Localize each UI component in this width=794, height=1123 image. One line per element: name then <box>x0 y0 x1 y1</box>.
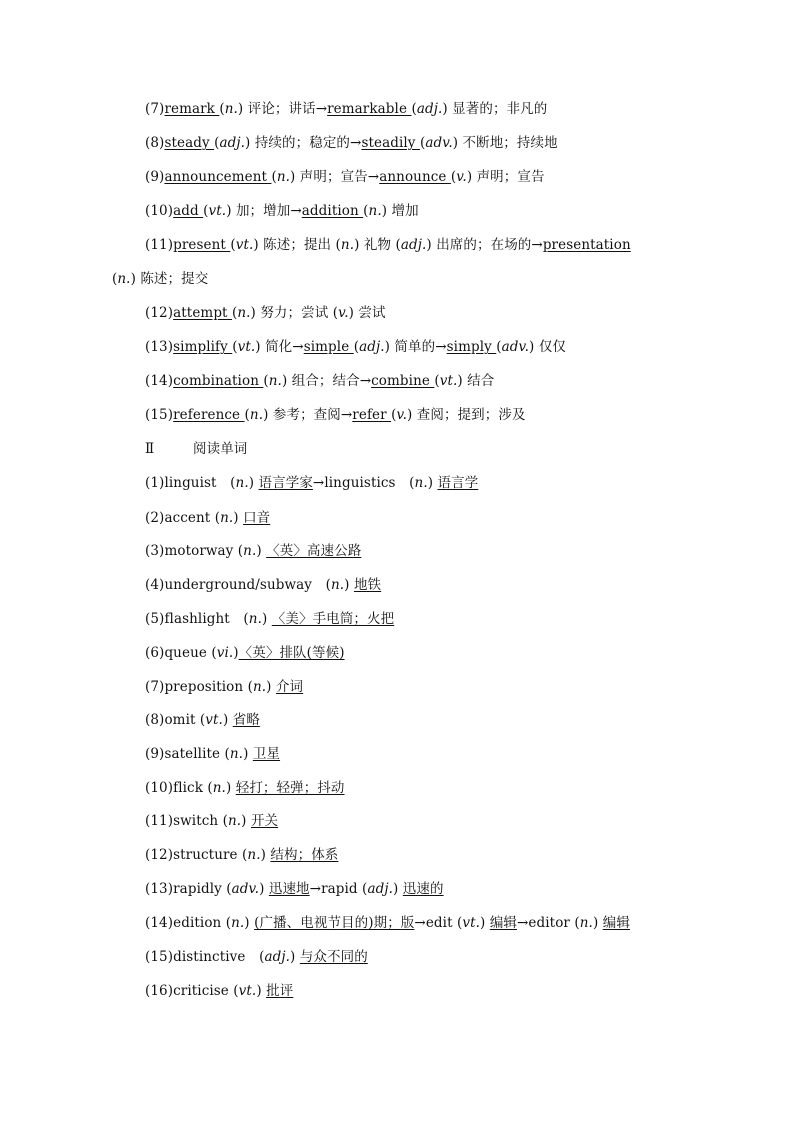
text-fragment: ( <box>206 645 217 661</box>
underlined-term: 口音 <box>243 510 271 526</box>
vocab-line <box>145 99 547 119</box>
text-fragment: ) <box>529 339 535 355</box>
reading-word-line <box>145 643 345 663</box>
part-of-speech: n. <box>231 915 245 931</box>
text-fragment: criticise <box>173 983 229 999</box>
text-fragment: distinctive <box>173 949 246 965</box>
underlined-term: steadily <box>361 135 420 151</box>
text-fragment: (11) <box>145 237 174 253</box>
text-fragment: ) <box>281 373 288 389</box>
text-fragment: ( <box>195 712 206 728</box>
part-of-speech: n. <box>117 271 131 287</box>
underlined-term: present <box>173 237 231 253</box>
underlined-term: 语言学家 <box>258 475 313 491</box>
text-fragment: ) <box>290 169 296 185</box>
vocab-line <box>145 371 494 391</box>
underlined-term: simplify <box>173 339 233 355</box>
part-of-speech: vt. <box>238 983 257 999</box>
text-fragment: (3) <box>145 543 165 559</box>
text-fragment: 持续的；稳定的→ <box>250 135 362 151</box>
text-fragment: ) <box>130 271 136 287</box>
vocab-line <box>145 133 558 153</box>
text-fragment: →rapid ( <box>309 881 368 897</box>
text-fragment: ( <box>312 577 331 593</box>
text-fragment: (1) <box>145 475 165 491</box>
underlined-term: 省略 <box>232 712 260 728</box>
text-fragment: structure <box>173 847 238 863</box>
text-fragment: satellite <box>164 746 221 762</box>
part-of-speech: n. <box>243 543 257 559</box>
text-fragment: ( <box>231 305 238 321</box>
text-fragment: ( <box>419 135 426 151</box>
part-of-speech: n. <box>340 237 355 253</box>
part-of-speech: vt. <box>205 712 223 728</box>
text-fragment: ) <box>226 203 232 219</box>
text-fragment: ) <box>248 475 255 491</box>
reading-word-line <box>145 947 368 967</box>
text-fragment: omit <box>164 712 196 728</box>
text-fragment: (9) <box>145 746 165 762</box>
text-fragment: ) <box>243 746 249 762</box>
text-fragment: ( <box>244 407 250 423</box>
text-fragment: (6) <box>145 645 165 661</box>
text-fragment: (12) <box>145 847 174 863</box>
text-fragment: ( <box>363 203 369 219</box>
part-of-speech: n. <box>248 611 262 627</box>
text-fragment: ( <box>332 305 339 321</box>
text-fragment: (16) <box>145 983 174 999</box>
part-of-speech: n. <box>237 305 251 321</box>
text-fragment: ) <box>253 237 259 253</box>
text-fragment: ( <box>218 813 228 829</box>
text-fragment: ( <box>271 169 277 185</box>
reading-word-line <box>145 473 478 493</box>
text-fragment: →linguistics ( <box>312 475 415 491</box>
reading-word-line <box>145 811 278 831</box>
part-of-speech: n. <box>579 915 593 931</box>
underlined-term: 开关 <box>250 813 279 829</box>
text-fragment: linguist <box>164 475 217 491</box>
underlined-term: combine <box>371 373 435 389</box>
text-fragment: ( <box>391 407 397 423</box>
text-fragment: 仅仅 <box>534 339 567 355</box>
text-fragment: ) <box>442 101 448 117</box>
part-of-speech: v. <box>456 169 467 185</box>
text-fragment: (2) <box>145 510 165 526</box>
underlined-term: 与众不同的 <box>299 949 368 965</box>
underlined-term: 结构；体系 <box>270 847 339 863</box>
text-fragment: ( <box>214 135 220 151</box>
text-fragment: (7) <box>145 101 165 117</box>
underlined-term: reference <box>173 407 245 423</box>
reading-word-line <box>145 913 630 933</box>
reading-word-line <box>145 609 394 629</box>
text-fragment: ( <box>263 373 269 389</box>
text-fragment: ( <box>243 679 253 695</box>
text-fragment: ) <box>266 679 272 695</box>
text-fragment: 努力；尝试 <box>255 305 333 321</box>
text-fragment: ) <box>393 881 399 897</box>
underlined-term: 介词 <box>275 679 304 695</box>
text-fragment: motorway <box>164 543 234 559</box>
text-fragment: switch <box>173 813 219 829</box>
part-of-speech: adj. <box>416 101 443 117</box>
underlined-term: 〈美〉手电筒；火把 <box>271 611 395 627</box>
part-of-speech: v. <box>396 407 407 423</box>
text-fragment: ) <box>256 983 262 999</box>
text-fragment: ( <box>353 339 360 355</box>
text-fragment: ) <box>381 203 388 219</box>
reading-word-line <box>145 845 338 865</box>
text-fragment: ) <box>457 373 463 389</box>
text-fragment: ( <box>335 237 341 253</box>
part-of-speech: vt. <box>439 373 458 389</box>
part-of-speech: vt. <box>462 915 481 931</box>
reading-word-line <box>145 508 270 528</box>
text-fragment: ) <box>256 543 262 559</box>
reading-word-line <box>145 575 381 595</box>
underlined-term: combination <box>173 373 264 389</box>
section-title: 阅读单词 <box>193 441 248 457</box>
text-fragment: (14) <box>145 915 174 931</box>
text-fragment: ) <box>344 577 350 593</box>
text-fragment: ) <box>427 475 434 491</box>
text-fragment: 尝试 <box>354 305 386 321</box>
text-fragment: (8) <box>145 135 165 151</box>
text-fragment: ( <box>245 949 265 965</box>
underlined-term: announce <box>379 169 451 185</box>
text-fragment: ( <box>233 543 244 559</box>
underlined-term: remarkable <box>327 101 412 117</box>
text-fragment: 组合；结合→ <box>287 373 372 389</box>
underlined-term: refer <box>352 407 392 423</box>
section-number: Ⅱ <box>145 441 155 457</box>
part-of-speech: n. <box>235 475 249 491</box>
text-fragment: (15) <box>145 949 174 965</box>
text-fragment: (10) <box>145 203 174 219</box>
part-of-speech: n. <box>227 813 242 829</box>
underlined-term: 编辑 <box>489 915 518 931</box>
underlined-term: announcement <box>164 169 272 185</box>
underlined-term: remark <box>164 101 220 117</box>
underlined-term: 语言学 <box>437 475 479 491</box>
text-fragment: →editor ( <box>517 915 580 931</box>
text-fragment: ) <box>263 407 269 423</box>
text-fragment: ) <box>592 915 599 931</box>
text-fragment: ) <box>426 237 432 253</box>
text-fragment: ) <box>259 881 265 897</box>
text-fragment: (7) <box>145 679 165 695</box>
text-fragment: 陈述；提交 <box>135 271 209 287</box>
underlined-term: simple <box>303 339 354 355</box>
underlined-term: attempt <box>173 305 232 321</box>
vocab-line <box>145 201 419 221</box>
text-fragment: 显著的；非凡的 <box>447 101 548 117</box>
underlined-term: steady <box>164 135 215 151</box>
text-fragment: flashlight <box>164 611 230 627</box>
text-fragment: 声明；宣告→ <box>295 169 380 185</box>
part-of-speech: n. <box>414 475 428 491</box>
text-fragment: (10) <box>145 780 174 796</box>
part-of-speech: vi. <box>216 645 234 661</box>
text-fragment: ) <box>384 339 391 355</box>
part-of-speech: v. <box>338 305 349 321</box>
text-fragment: 出席的；在场的→ <box>431 237 543 253</box>
text-fragment: 加；增加→ <box>231 203 302 219</box>
text-fragment: ) <box>244 915 250 931</box>
text-fragment: ) <box>241 813 247 829</box>
text-fragment: (8) <box>145 712 165 728</box>
text-fragment: ( <box>210 510 221 526</box>
underlined-term: 〈英〉高速公路 <box>266 543 362 559</box>
text-fragment: ( <box>229 611 249 627</box>
text-fragment: rapidly <box>173 881 222 897</box>
underlined-term: 〈英〉排队(等候) <box>238 645 345 661</box>
part-of-speech: adj. <box>367 881 394 897</box>
text-fragment: ( <box>232 339 238 355</box>
text-fragment: →edit ( <box>414 915 463 931</box>
text-fragment: (15) <box>145 407 174 423</box>
part-of-speech: n. <box>224 101 238 117</box>
text-fragment: ) <box>250 305 256 321</box>
reading-word-line <box>145 981 293 1001</box>
underlined-term: 迅速的 <box>402 881 444 897</box>
text-fragment: ( <box>216 475 236 491</box>
text-fragment: ) <box>480 915 486 931</box>
text-fragment: ( <box>434 373 440 389</box>
reading-word-line <box>145 778 345 798</box>
text-fragment: ) <box>260 847 266 863</box>
text-fragment: (13) <box>145 339 174 355</box>
part-of-speech: adj. <box>219 135 246 151</box>
text-fragment: ( <box>496 339 502 355</box>
part-of-speech: n. <box>252 679 267 695</box>
text-fragment: ( <box>219 101 225 117</box>
text-fragment: (11) <box>145 813 174 829</box>
text-fragment: ( <box>230 237 236 253</box>
underlined-term: 卫星 <box>252 746 281 762</box>
underlined-term: 地铁 <box>353 577 382 593</box>
part-of-speech: adj. <box>359 339 385 355</box>
text-fragment: 声明；宣告 <box>472 169 545 185</box>
part-of-speech: adj. <box>264 949 291 965</box>
text-fragment: flick <box>173 780 203 796</box>
vocab-line <box>145 235 631 255</box>
text-fragment: ) <box>233 645 239 661</box>
text-fragment: ) <box>237 101 244 117</box>
text-fragment: ( <box>237 847 248 863</box>
text-fragment: ) <box>245 135 251 151</box>
vocab-line <box>145 337 566 357</box>
part-of-speech: adv. <box>425 135 453 151</box>
part-of-speech: n. <box>229 746 244 762</box>
text-fragment: 增加 <box>387 203 419 219</box>
text-fragment: (9) <box>145 169 165 185</box>
text-fragment: ( <box>221 881 232 897</box>
text-fragment: ( <box>450 169 457 185</box>
text-fragment: ) <box>348 305 354 321</box>
text-fragment: ( <box>112 271 118 287</box>
text-fragment: (12) <box>145 305 174 321</box>
underlined-term: (广播、电视节目的)期；版 <box>254 915 415 931</box>
text-fragment: 简化→ <box>260 339 304 355</box>
text-fragment: ( <box>203 203 209 219</box>
reading-word-line <box>145 710 260 730</box>
vocab-line <box>145 405 526 425</box>
text-fragment: ) <box>354 237 360 253</box>
reading-word-line <box>145 677 303 697</box>
underlined-term: 迅速地 <box>268 881 310 897</box>
part-of-speech: n. <box>220 510 234 526</box>
text-fragment: underground/subway <box>164 577 313 593</box>
text-fragment: ) <box>225 780 232 796</box>
part-of-speech: n. <box>212 780 226 796</box>
text-fragment: edition <box>173 915 222 931</box>
underlined-term: presentation <box>542 237 631 253</box>
part-of-speech: n. <box>368 203 382 219</box>
text-fragment: ( <box>228 983 239 999</box>
text-fragment: (5) <box>145 611 165 627</box>
text-fragment: ) <box>452 135 459 151</box>
text-fragment: (14) <box>145 373 174 389</box>
text-fragment: ) <box>466 169 473 185</box>
text-fragment: 参考；查阅→ <box>268 407 353 423</box>
text-fragment: ( <box>203 780 213 796</box>
reading-word-line <box>145 744 280 764</box>
text-fragment: 评论；讲话→ <box>243 101 328 117</box>
reading-word-line <box>145 541 361 561</box>
underlined-term: add <box>173 203 204 219</box>
text-fragment: ) <box>406 407 413 423</box>
underlined-term: addition <box>301 203 364 219</box>
vocab-line <box>145 167 545 187</box>
text-fragment: ) <box>233 510 239 526</box>
text-fragment: 简单的→ <box>390 339 447 355</box>
text-fragment: ) <box>261 611 268 627</box>
part-of-speech: vt. <box>208 203 227 219</box>
text-fragment: 不断地；持续地 <box>458 135 558 151</box>
text-fragment: ( <box>221 915 232 931</box>
text-fragment: (4) <box>145 577 165 593</box>
text-fragment: queue <box>164 645 207 661</box>
text-fragment: preposition <box>164 679 244 695</box>
text-fragment: 查阅；提到；涉及 <box>412 407 526 423</box>
text-fragment: (13) <box>145 881 174 897</box>
part-of-speech: adj. <box>400 237 427 253</box>
text-fragment: accent <box>164 510 211 526</box>
reading-word-line <box>145 879 444 899</box>
part-of-speech: n. <box>276 169 291 185</box>
part-of-speech: n. <box>249 407 264 423</box>
text-fragment: ( <box>395 237 401 253</box>
section-heading <box>145 439 247 459</box>
text-fragment: ( <box>220 746 230 762</box>
text-fragment: ) <box>255 339 261 355</box>
part-of-speech: n. <box>268 373 282 389</box>
text-fragment: 陈述；提出 <box>258 237 336 253</box>
text-fragment: 结合 <box>462 373 495 389</box>
part-of-speech: adv. <box>501 339 530 355</box>
part-of-speech: vt. <box>237 339 256 355</box>
part-of-speech: n. <box>330 577 345 593</box>
underlined-term: 轻打；轻弹；抖动 <box>235 780 345 796</box>
vocab-line-continuation <box>112 269 208 289</box>
part-of-speech: adv. <box>231 881 260 897</box>
underlined-term: 编辑 <box>602 915 630 931</box>
text-fragment: ( <box>411 101 417 117</box>
vocab-line <box>145 303 386 323</box>
text-fragment: 礼物 <box>359 237 396 253</box>
text-fragment: ) <box>290 949 296 965</box>
text-fragment: ) <box>222 712 229 728</box>
underlined-term: simply <box>446 339 497 355</box>
part-of-speech: vt. <box>235 237 254 253</box>
underlined-term: 批评 <box>266 983 294 999</box>
part-of-speech: n. <box>247 847 261 863</box>
